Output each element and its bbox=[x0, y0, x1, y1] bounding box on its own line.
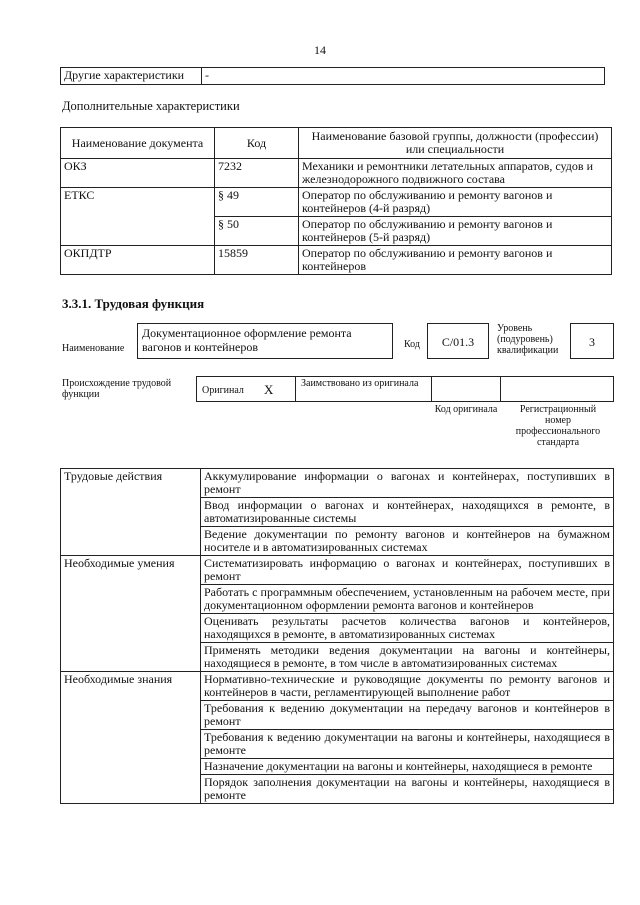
table-row bbox=[61, 246, 612, 275]
section-label-skills: Необходимые умения bbox=[61, 556, 201, 672]
borrowed-label: Заимствовано из оригинала bbox=[301, 378, 419, 389]
section-item: Работать с программным обеспечением, установленным на рабочем месте, при документационном оформлении ремонта вагонов и контейнеров bbox=[201, 585, 614, 614]
docs-cell-code: § 50 bbox=[215, 217, 299, 246]
table-row bbox=[61, 556, 614, 585]
additional-heading: Дополнительные характеристики bbox=[62, 99, 240, 113]
reg-number-caption: Регистрационный номер профессионального стандарта bbox=[515, 404, 601, 448]
table-row bbox=[61, 159, 612, 188]
level-value: 3 bbox=[570, 323, 614, 359]
section-item: Требования к ведению документации на передачу вагонов и контейнеров в ремонт bbox=[201, 701, 614, 730]
page-number: 14 bbox=[314, 43, 326, 57]
docs-cell-name: Механики и ремонтники летательных аппаратов, судов и железнодорожного подвижного состава bbox=[299, 159, 612, 188]
origin-divider bbox=[500, 376, 501, 402]
section-item: Ведение документации по ремонту вагонов и контейнеров на бумажном носителе и в автоматизированных системах bbox=[201, 527, 614, 556]
section-item: Назначение документации на вагоны и контейнеры, находящиеся в ремонте bbox=[201, 759, 614, 775]
section-item: Аккумулирование информации о вагонах и контейнерах, поступивших в ремонт bbox=[201, 469, 614, 498]
function-details-table bbox=[60, 468, 614, 804]
docs-cell-name: Оператор по обслуживанию и ремонту вагонов и контейнеров (4-й разряд) bbox=[299, 188, 612, 217]
other-characteristics-value: - bbox=[202, 68, 605, 85]
docs-cell-doc: ОКЗ bbox=[61, 159, 215, 188]
original-mark: X bbox=[264, 382, 274, 397]
docs-cell-code: 15859 bbox=[215, 246, 299, 275]
docs-cell-code: § 49 bbox=[215, 188, 299, 217]
original-label: Оригинал bbox=[202, 385, 244, 396]
docs-cell-name: Оператор по обслуживанию и ремонту вагонов и контейнеров bbox=[299, 246, 612, 275]
docs-header-doc: Наименование документа bbox=[61, 128, 215, 159]
other-characteristics-label: Другие характеристики bbox=[61, 68, 202, 85]
name-label: Наименование bbox=[62, 343, 125, 354]
docs-table-header bbox=[61, 128, 612, 159]
function-name-value: Документационное оформление ремонта вагонов и контейнеров bbox=[137, 323, 393, 359]
section-item: Ввод информации о вагонах и контейнерах, находящихся в ремонте, в автоматизированные системы bbox=[201, 498, 614, 527]
table-row bbox=[61, 469, 614, 498]
table-row bbox=[61, 672, 614, 701]
code-label: Код bbox=[404, 339, 420, 350]
section-label-actions: Трудовые действия bbox=[61, 469, 201, 556]
docs-header-name: Наименование базовой группы, должности (профессии) или специальности bbox=[299, 128, 612, 159]
other-characteristics-table bbox=[60, 67, 605, 85]
docs-cell-doc: ЕТКС bbox=[61, 188, 215, 246]
section-item: Оценивать результаты расчетов количества вагонов и контейнеров, находящихся в ремонте, в автоматизированных системах bbox=[201, 614, 614, 643]
section-item: Порядок заполнения документации на вагоны и контейнеры, находящиеся в ремонте bbox=[201, 775, 614, 804]
level-label: Уровень (подуровень) квалификации bbox=[497, 323, 559, 356]
section-item: Нормативно-технические и руководящие документы по ремонту вагонов и контейнеров в части, регламентирующей выполнение работ bbox=[201, 672, 614, 701]
docs-header-code: Код bbox=[215, 128, 299, 159]
docs-cell-name: Оператор по обслуживанию и ремонту вагонов и контейнеров (5-й разряд) bbox=[299, 217, 612, 246]
table-row bbox=[61, 188, 612, 217]
origin-code-caption: Код оригинала bbox=[434, 404, 498, 415]
section-item: Систематизировать информацию о вагонах и контейнерах, поступивших в ремонт bbox=[201, 556, 614, 585]
docs-cell-doc: ОКПДТР bbox=[61, 246, 215, 275]
section-label-knowledge: Необходимые знания bbox=[61, 672, 201, 804]
section-item: Применять методики ведения документации на вагоны и контейнеры, находящиеся в ремонте, в том числе в автоматизированных системах bbox=[201, 643, 614, 672]
section-item: Требования к ведению документации на вагоны и контейнеры, находящиеся в ремонте bbox=[201, 730, 614, 759]
function-heading: 3.3.1. Трудовая функция bbox=[62, 296, 205, 311]
origin-divider bbox=[295, 376, 296, 402]
docs-table bbox=[60, 127, 612, 275]
function-code-value: C/01.3 bbox=[427, 323, 489, 359]
origin-divider bbox=[431, 376, 432, 402]
docs-cell-code: 7232 bbox=[215, 159, 299, 188]
origin-label: Происхождение трудовой функции bbox=[62, 378, 172, 400]
